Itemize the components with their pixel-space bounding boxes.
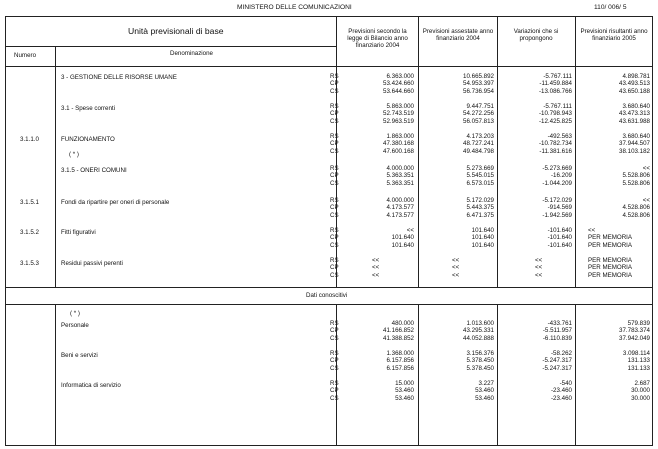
header-prev-2004: Previsioni secondo la legge di Bilancio anno finanziario 2004: [347, 28, 408, 50]
row-prev-values: << 101.640 101.640: [391, 227, 414, 249]
row-prev-values: 1.863.000 47.380.168 47.600.168: [383, 133, 414, 155]
row-denominazione: 3.1 - Spese correnti: [61, 105, 115, 112]
row-codes: RS CP CS: [330, 257, 339, 279]
row-var-values: -58.262 -5.247.317 -5.247.317: [542, 350, 572, 372]
row-assest-values: 9.447.751 54.272.256 56.057.813: [463, 103, 494, 125]
row-codes: RS CP CS: [330, 227, 339, 249]
header-risultanti: Previsioni risultanti anno finanziario 2005: [580, 28, 648, 43]
row-prev-values: 6.363.000 53.424.660 53.644.660: [383, 73, 414, 95]
dati-note: ( * ): [70, 310, 80, 317]
row-denominazione: Personale: [61, 322, 89, 329]
row-assest-values: 5.172.029 5.443.375 6.471.375: [466, 197, 494, 219]
row-var-values: << << <<: [535, 257, 543, 279]
header-denominazione: Denominazione: [170, 50, 213, 57]
row-var-values: -101.640 -101.640 -101.640: [547, 227, 572, 249]
row-denominazione: Fondi da ripartire per oneri di personale: [61, 199, 170, 206]
row-prev-values: 4.000.000 5.363.351 5.363.351: [386, 165, 414, 187]
header-assestate: Previsioni assestate anno finanziario 2004: [422, 28, 494, 43]
row-denominazione: 3 - GESTIONE DELLE RISORSE UMANE: [61, 74, 177, 81]
row-denominazione: Fitti figurativi: [61, 229, 96, 236]
row-codes: RS CP CS: [330, 380, 339, 402]
row-var-values: -5.273.669 -16.209 -1.044.209: [542, 165, 572, 187]
row-var-values: -5.172.029 -914.569 -1.942.569: [542, 197, 572, 219]
row-codes: RS CP CS: [330, 165, 339, 187]
row-var-values: -492.563 -10.782.734 -11.381.616: [538, 133, 572, 155]
row-denominazione: Beni e servizi: [61, 352, 98, 359]
row-var-values: -5.767.111 -11.459.884 -13.086.766: [538, 73, 572, 95]
header-variazioni: Variazioni che si propongono: [513, 28, 559, 43]
row-ris-values: 2.687 30.000 30.000: [631, 380, 650, 402]
row-ris-values: 3.098.114 131.133 131.133: [622, 350, 650, 372]
row-ris-values: << PER MEMORIA PER MEMORIA: [588, 227, 633, 249]
dati-conoscitivi-label: Dati conoscitivi: [306, 292, 348, 299]
row-numero: 3.1.1.0: [20, 136, 39, 143]
row-denominazione: Informatica di servizio: [61, 382, 121, 389]
row-denominazione: FUNZIONAMENTO: [61, 136, 115, 143]
ministry-heading: MINISTERO DELLE COMUNICAZIONI: [237, 4, 352, 11]
header-unit-title: Unità previsionali di base: [128, 26, 224, 36]
row-codes: RS CP CS: [330, 133, 339, 155]
row-assest-values: 10.665.892 54.953.397 56.736.954: [463, 73, 494, 95]
row-denominazione: Residui passivi perenti: [61, 260, 123, 267]
row-codes: RS CP CS: [330, 73, 339, 95]
row-ris-values: PER MEMORIA PER MEMORIA PER MEMORIA: [588, 257, 633, 279]
row-assest-values: 101.640 101.640 101.640: [471, 227, 494, 249]
row-ris-values: << 5.528.806 5.528.806: [622, 165, 650, 187]
row-assest-values: 3.227 53.460 53.460: [475, 380, 494, 402]
row-ris-values: 4.898.781 43.493.513 43.650.188: [619, 73, 650, 95]
row-prev-values: 5.863.000 52.743.519 52.963.519: [383, 103, 414, 125]
page-number: 110/ 006/ 5: [594, 4, 627, 11]
row-ris-values: 579.839 37.783.374 37.942.049: [619, 320, 650, 342]
row-var-values: -433.761 -5.511.957 -6.110.839: [542, 320, 572, 342]
row-prev-values: << << <<: [372, 257, 380, 279]
row-numero: 3.1.5.3: [20, 260, 39, 267]
row-prev-values: 480.000 41.166.852 41.388.852: [383, 320, 414, 342]
row-numero: 3.1.5.1: [20, 199, 39, 206]
row-assest-values: 3.156.376 5.378.450 5.378.450: [466, 350, 494, 372]
row-ris-values: 3.680.640 43.473.313 43.631.988: [619, 103, 650, 125]
row-codes: RS CP CS: [330, 197, 339, 219]
row-prev-values: 15.000 53.460 53.460: [395, 380, 414, 402]
row-denominazione: 3.1.5 - ONERI COMUNI: [61, 167, 127, 174]
row-assest-values: 5.273.669 5.545.015 6.573.015: [466, 165, 494, 187]
row-ris-values: 3.680.640 37.944.507 38.103.182: [619, 133, 650, 155]
row-assest-values: 1.013.600 43.295.331 44.052.888: [463, 320, 494, 342]
row-var-values: -5.767.111 -10.798.943 -12.425.825: [538, 103, 572, 125]
row-ris-values: << 4.528.806 4.528.806: [622, 197, 650, 219]
row-var-values: -540 -23.460 -23.460: [551, 380, 572, 402]
row-prev-values: 4.000.000 4.173.577 4.173.577: [386, 197, 414, 219]
row-prev-values: 1.368.000 6.157.856 6.157.856: [386, 350, 414, 372]
funz-note: ( * ): [69, 151, 79, 158]
row-codes: RS CP CS: [330, 350, 339, 372]
row-assest-values: 4.173.203 48.727.241 49.484.798: [463, 133, 494, 155]
row-codes: RS CP CS: [330, 320, 339, 342]
row-numero: 3.1.5.2: [20, 229, 39, 236]
row-codes: RS CP CS: [330, 103, 339, 125]
row-assest-values: << << <<: [452, 257, 460, 279]
header-numero: Numero: [14, 52, 37, 59]
